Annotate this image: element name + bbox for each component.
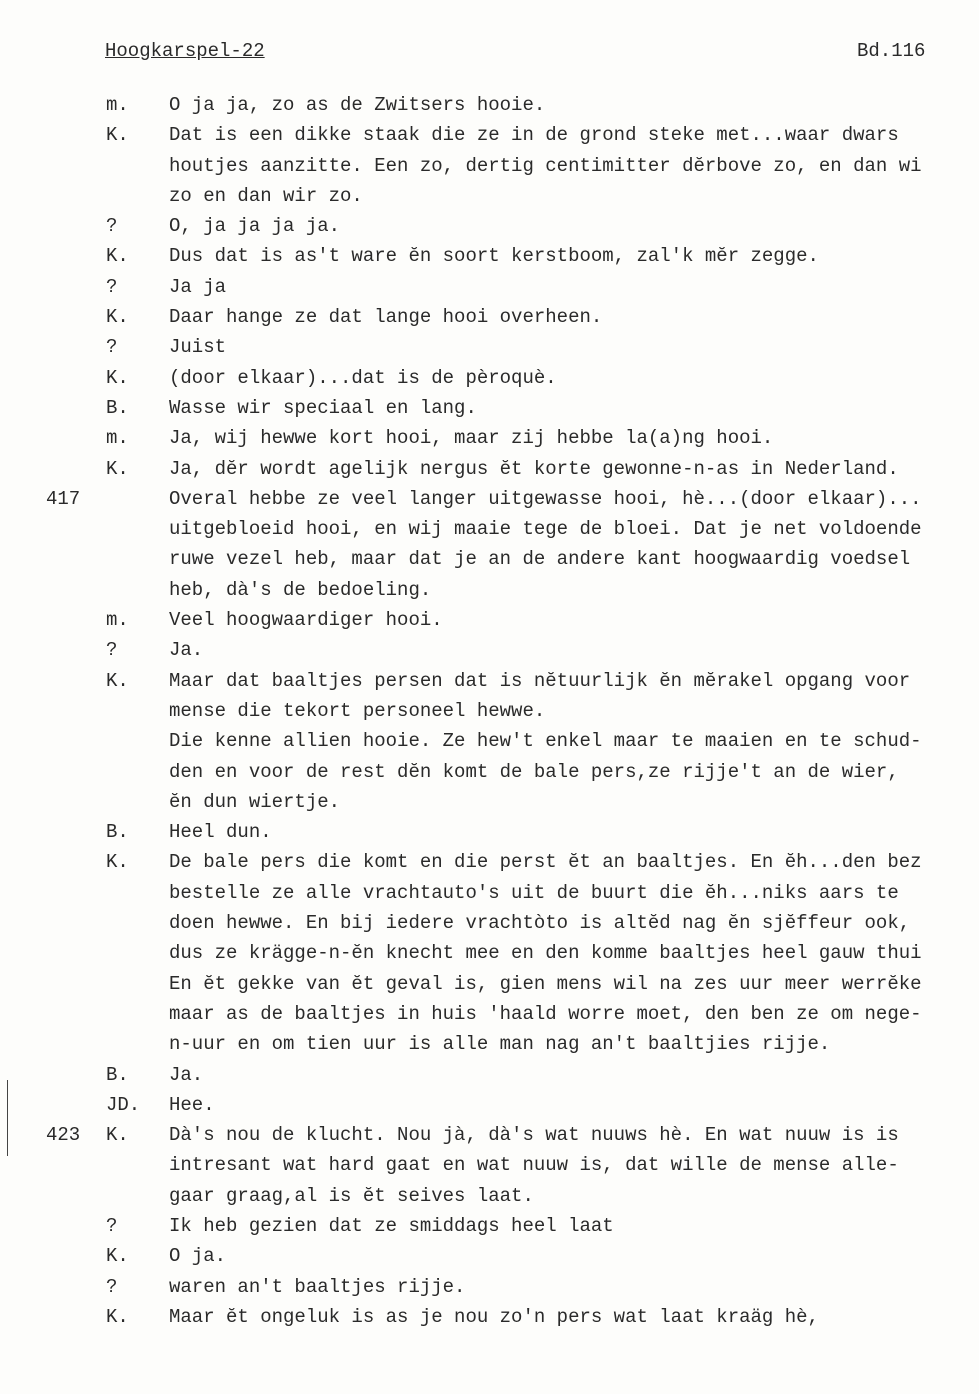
line-text: Maar ĕt ongeluk is as je nou zo'n pers wat laat kraäg hè, (169, 1305, 819, 1328)
transcript-line (0, 423, 979, 453)
transcript-line (0, 181, 979, 211)
line-number: 423 (46, 1124, 81, 1147)
line-text: Wasse wir speciaal en lang. (169, 396, 477, 419)
line-text: ĕn dun wiertje. (169, 790, 341, 813)
transcript-line (0, 787, 979, 817)
line-text: Ja. (169, 1063, 204, 1086)
transcript-line (0, 514, 979, 544)
transcript-line (0, 908, 979, 938)
line-text: Daar hange ze dat lange hooi overheen. (169, 306, 603, 329)
line-text: Overal hebbe ze veel langer uitgewasse hooi, hè...(door elkaar)... (169, 487, 922, 510)
speaker-label: ? (106, 1275, 118, 1298)
line-text: Hee. (169, 1093, 215, 1116)
line-text: Dat is een dikke staak die ze in de grond steke met...waar dwars (169, 124, 899, 147)
transcript-line (0, 272, 979, 302)
transcript-line (0, 393, 979, 423)
transcript-line (0, 1029, 979, 1059)
transcript-line (0, 817, 979, 847)
transcript-line (0, 999, 979, 1029)
speaker-label: JD. (106, 1093, 141, 1116)
line-text: O ja. (169, 1245, 227, 1268)
speaker-label: ? (106, 215, 118, 238)
speaker-label: m. (106, 609, 129, 632)
speaker-label: m. (106, 427, 129, 450)
transcript-line (0, 211, 979, 241)
line-text: waren an't baaltjes rijje. (169, 1275, 466, 1298)
line-text: Ja. (169, 639, 204, 662)
line-text: Juist (169, 336, 227, 359)
line-text: mense die tekort personeel hewwe. (169, 699, 546, 722)
transcript-line (0, 605, 979, 635)
transcript-line (0, 363, 979, 393)
line-number: 417 (46, 487, 81, 510)
line-text: Veel hoogwaardiger hooi. (169, 609, 443, 632)
speaker-label: ? (106, 336, 118, 359)
line-text: Maar dat baaltjes persen dat is nĕtuurlijk ĕn mĕrakel opgang voor (169, 669, 911, 692)
line-text: bestelle ze alle vrachtauto's uit de buurt die ĕh...niks aars te (169, 881, 899, 904)
transcript-line (0, 484, 979, 514)
line-text: Ik heb gezien dat ze smiddags heel laat (169, 1214, 614, 1237)
line-text: houtjes aanzitte. Een zo, dertig centimitter dĕrbove zo, en dan wi (169, 154, 922, 177)
line-text: De bale pers die komt en die perst ĕt an baaltjes. En ĕh...den bez (169, 851, 922, 874)
speaker-label: B. (106, 1063, 129, 1086)
line-text: Dà's nou de klucht. Nou jà, dà's wat nuuws hè. En wat nuuw is is (169, 1124, 899, 1147)
transcript-line (0, 575, 979, 605)
line-text: Dus dat is as't ware ĕn soort kerstboom, zal'k mĕr zegge. (169, 245, 819, 268)
page-number: Bd.116 (857, 40, 926, 62)
transcript-line (0, 666, 979, 696)
line-text: (door elkaar)...dat is de pèroquè. (169, 366, 557, 389)
transcript-line (0, 847, 979, 877)
transcript-line (0, 544, 979, 574)
transcript-line (0, 696, 979, 726)
page-header-title: Hoogkarspel-22 (105, 40, 265, 62)
transcript-line (0, 302, 979, 332)
speaker-label: K. (106, 306, 129, 329)
line-text: den en voor de rest dĕn komt de bale pers,ze rijje't an de wier, (169, 760, 899, 783)
line-text: intresant wat hard gaat en wat nuuw is, dat wille de mense alle- (169, 1154, 899, 1177)
speaker-label: B. (106, 396, 129, 419)
transcript-line (0, 1272, 979, 1302)
margin-mark (7, 1080, 8, 1156)
line-text: En ĕt gekke van ĕt geval is, gien mens wil na zes uur meer werrĕke (169, 972, 922, 995)
transcript-line (0, 878, 979, 908)
speaker-label: B. (106, 821, 129, 844)
transcript-line (0, 635, 979, 665)
line-text: zo en dan wir zo. (169, 184, 363, 207)
line-text: O ja ja, zo as de Zwitsers hooie. (169, 94, 546, 116)
transcript-line (0, 726, 979, 756)
speaker-label: K. (106, 851, 129, 874)
transcript-line (0, 1302, 979, 1332)
transcript-line (0, 120, 979, 150)
transcript-line (0, 90, 979, 120)
transcript-line (0, 969, 979, 999)
transcript-line (0, 332, 979, 362)
transcript-line (0, 454, 979, 484)
line-text: Heel dun. (169, 821, 272, 844)
line-text: O, ja ja ja ja. (169, 215, 341, 238)
line-text: dus ze krägge-n-ĕn knecht mee en den komme baaltjes heel gauw thui (169, 942, 922, 965)
speaker-label: K. (106, 1305, 129, 1328)
transcript-line (0, 1090, 979, 1120)
speaker-label: K. (106, 457, 129, 480)
transcript-line (0, 938, 979, 968)
line-text: Ja, wij hewwe kort hooi, maar zij hebbe la(a)ng hooi. (169, 427, 774, 450)
speaker-label: ? (106, 1214, 118, 1237)
line-text: gaar graag,al is ĕt seives laat. (169, 1184, 534, 1207)
line-text: Ja ja (169, 275, 227, 298)
transcript-line (0, 1241, 979, 1271)
speaker-label: K. (106, 124, 129, 147)
line-text: Die kenne allien hooie. Ze hew't enkel maar te maaien en te schud- (169, 730, 922, 753)
line-text: uitgebloeid hooi, en wij maaie tege de bloei. Dat je net voldoende (169, 518, 922, 541)
speaker-label: K. (106, 245, 129, 268)
speaker-label: ? (106, 639, 118, 662)
line-text: heb, dà's de bedoeling. (169, 578, 432, 601)
line-text: doen hewwe. En bij iedere vrachtòto is altĕd nag ĕn sjĕffeur ook, (169, 912, 911, 935)
transcript-line (0, 757, 979, 787)
line-text: maar as de baaltjes in huis 'haald worre moet, den ben ze om nege- (169, 1002, 922, 1025)
transcript-body (0, 90, 979, 1332)
transcript-line (0, 241, 979, 271)
speaker-label: ? (106, 275, 118, 298)
transcript-line (0, 1181, 979, 1211)
speaker-label: K. (106, 1245, 129, 1268)
transcript-line (0, 1060, 979, 1090)
line-text: n-uur en om tien uur is alle man nag an't baaltjies rijje. (169, 1033, 831, 1056)
speaker-label: m. (106, 94, 129, 116)
transcript-line (0, 1150, 979, 1180)
speaker-label: K. (106, 669, 129, 692)
transcript-line (0, 1211, 979, 1241)
speaker-label: K. (106, 366, 129, 389)
transcript-line (0, 1120, 979, 1150)
transcript-line (0, 151, 979, 181)
speaker-label: K. (106, 1124, 129, 1147)
line-text: ruwe vezel heb, maar dat je an de andere kant hoogwaardig voedsel (169, 548, 911, 571)
line-text: Ja, dĕr wordt agelijk nergus ĕt korte gewonne-n-as in Nederland. (169, 457, 899, 480)
